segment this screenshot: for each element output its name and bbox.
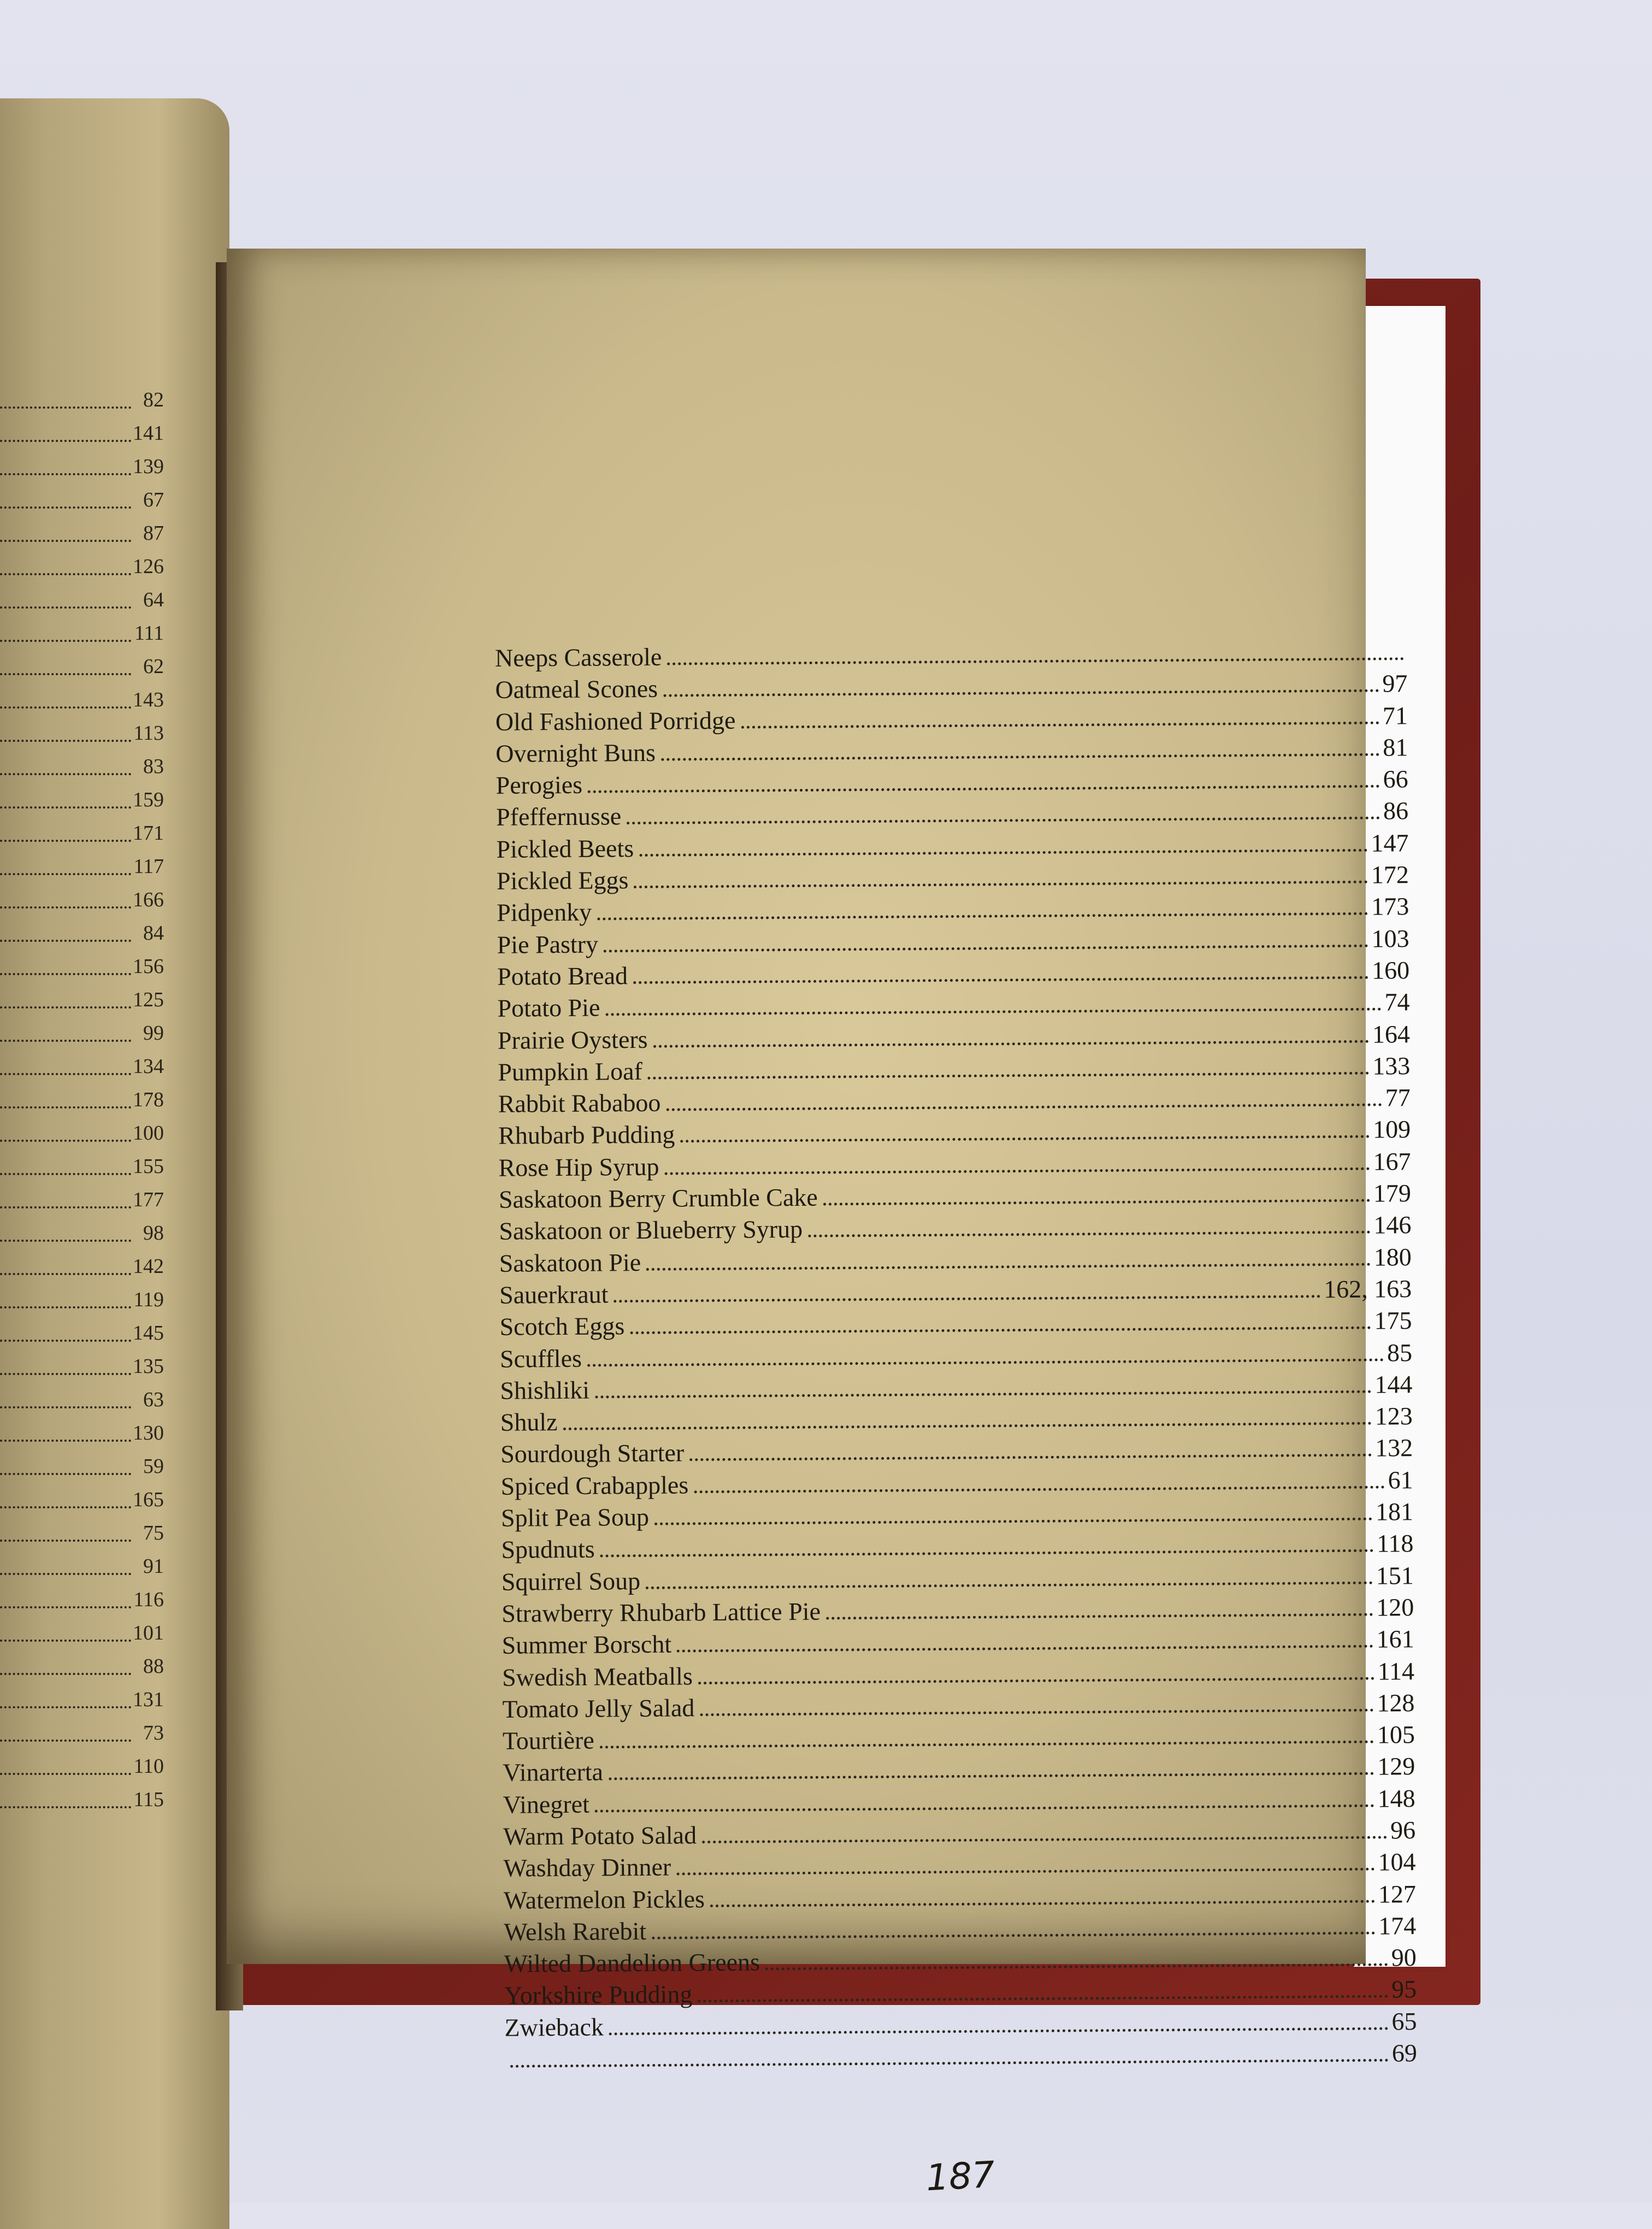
recipe-name: Split Pea Soup xyxy=(500,1502,650,1532)
dot-leader xyxy=(0,1773,131,1775)
dot-leader xyxy=(0,1506,131,1508)
recipe-name: Pie Pastry xyxy=(497,930,599,959)
page-reference: 161 xyxy=(1376,1625,1414,1653)
dot-leader xyxy=(0,573,131,575)
page-reference: 99 xyxy=(143,1022,164,1045)
recipe-name: Vinarterta xyxy=(503,1758,604,1787)
dot-leader xyxy=(605,1007,1381,1016)
page-reference: 146 xyxy=(1373,1211,1412,1240)
dot-leader xyxy=(0,1573,131,1575)
page-reference: 95 xyxy=(1391,1975,1417,2003)
page-reference: 66 xyxy=(1383,765,1408,793)
page-reference: 126 xyxy=(133,555,164,578)
page-reference: 120 xyxy=(1376,1593,1414,1621)
dot-leader xyxy=(600,1740,1374,1749)
dot-leader xyxy=(0,1040,131,1042)
dot-leader xyxy=(604,944,1368,952)
recipe-name: Vinegret xyxy=(503,1790,590,1819)
left-index-line xyxy=(0,1122,164,1145)
page-reference: 87 xyxy=(143,522,164,545)
recipe-name: Tomato Jelly Salad xyxy=(502,1694,695,1723)
dot-leader xyxy=(0,1440,131,1442)
page-reference: 173 xyxy=(1371,892,1409,921)
recipe-name: Swedish Meatballs xyxy=(502,1661,693,1691)
page-reference: 147 xyxy=(1371,828,1409,857)
page-reference: 131 xyxy=(133,1688,164,1711)
recipe-name: Potato Pie xyxy=(497,993,600,1023)
dot-leader xyxy=(676,1867,1374,1876)
left-index-line xyxy=(0,388,164,412)
dot-leader xyxy=(595,1390,1371,1399)
page-reference: 172 xyxy=(1371,860,1409,889)
page-reference: 141 xyxy=(133,422,164,445)
dot-leader xyxy=(665,1166,1370,1175)
dot-leader xyxy=(609,2026,1389,2035)
recipe-name: Pumpkin Loaf xyxy=(498,1057,643,1086)
dot-leader xyxy=(0,606,131,609)
dot-leader xyxy=(0,1606,131,1608)
dot-leader xyxy=(663,689,1379,697)
dot-leader xyxy=(0,906,131,909)
page-reference: 179 xyxy=(1373,1179,1412,1207)
left-index-line xyxy=(0,1621,164,1645)
dot-leader xyxy=(0,1106,131,1108)
page-reference: 162, 163 xyxy=(1323,1275,1412,1304)
page-reference: 159 xyxy=(133,788,164,811)
page-reference: 118 xyxy=(1376,1529,1414,1558)
dot-leader xyxy=(653,1039,1369,1047)
dot-leader xyxy=(694,1485,1384,1493)
recipe-name: Zwieback xyxy=(504,2013,604,2042)
dot-leader xyxy=(0,1340,131,1342)
recipe-name: Saskatoon Pie xyxy=(499,1248,641,1277)
dot-leader xyxy=(652,1931,1375,1939)
left-index-line xyxy=(0,1455,164,1478)
recipe-name: Summer Borscht xyxy=(502,1630,672,1660)
dot-leader xyxy=(0,540,131,542)
left-index-line xyxy=(0,455,164,479)
page-reference: 69 xyxy=(1391,2039,1418,2067)
page-reference: 160 xyxy=(1371,956,1410,984)
recipe-name: Rose Hip Syrup xyxy=(498,1152,659,1182)
dot-leader xyxy=(0,406,131,409)
dot-leader xyxy=(0,873,131,875)
left-index-line xyxy=(0,422,164,445)
left-page xyxy=(0,98,229,2229)
dot-leader xyxy=(765,1963,1388,1971)
page-reference: 109 xyxy=(1372,1115,1411,1144)
page-reference: 164 xyxy=(1372,1019,1411,1048)
dot-leader xyxy=(595,1803,1374,1812)
recipe-name: Sauerkraut xyxy=(499,1280,609,1309)
page-reference: 88 xyxy=(143,1655,164,1678)
recipe-name: Saskatoon or Blueberry Syrup xyxy=(499,1215,803,1246)
page-reference: 123 xyxy=(1374,1402,1413,1430)
left-index-line xyxy=(0,1022,164,1045)
page-reference: 101 xyxy=(133,1621,164,1644)
dot-leader xyxy=(0,1739,131,1742)
dot-leader xyxy=(0,1673,131,1675)
page-reference: 117 xyxy=(133,855,164,878)
dot-leader xyxy=(0,740,131,742)
recipe-name: Prairie Oysters xyxy=(497,1025,648,1054)
dot-leader xyxy=(648,1071,1370,1080)
left-index-line xyxy=(0,1322,164,1345)
left-index-line xyxy=(0,1155,164,1178)
left-index-line xyxy=(0,1088,164,1112)
left-index-line xyxy=(0,855,164,878)
page-reference: 113 xyxy=(133,722,164,745)
recipe-name: Saskatoon Berry Crumble Cake xyxy=(498,1183,818,1213)
recipe-name: Oatmeal Scones xyxy=(495,675,658,704)
page-reference: 115 xyxy=(133,1788,164,1811)
page-reference: 73 xyxy=(143,1721,164,1744)
recipe-name: Neeps Casserole xyxy=(494,642,662,672)
dot-leader xyxy=(689,1453,1372,1461)
page-reference: 91 xyxy=(143,1555,164,1578)
recipe-name: Tourtière xyxy=(502,1726,594,1755)
page-reference: 139 xyxy=(133,455,164,478)
page-reference: 104 xyxy=(1378,1848,1416,1876)
recipe-name: Yorkshire Pudding xyxy=(504,1980,693,2010)
page-reference: 67 xyxy=(143,488,164,511)
page-reference: 148 xyxy=(1377,1784,1415,1813)
recipe-name: Pickled Eggs xyxy=(496,866,629,895)
dot-leader xyxy=(0,1206,131,1208)
page-reference: 143 xyxy=(133,688,164,711)
page-reference: 84 xyxy=(143,922,164,945)
page-reference: 116 xyxy=(133,1588,164,1611)
page-reference: 177 xyxy=(133,1188,164,1211)
page-reference: 145 xyxy=(133,1322,164,1345)
dot-leader xyxy=(0,940,131,942)
page-reference: 134 xyxy=(133,1055,164,1078)
left-index-line xyxy=(0,755,164,779)
dot-leader xyxy=(510,2059,1389,2068)
left-index-line xyxy=(0,1488,164,1512)
recipe-name: Spiced Crabapples xyxy=(500,1471,689,1500)
dot-leader xyxy=(0,1473,131,1475)
dot-leader xyxy=(0,706,131,709)
page-reference: 167 xyxy=(1373,1147,1411,1176)
page-reference: 82 xyxy=(143,388,164,411)
page-reference: 114 xyxy=(1377,1656,1415,1685)
dot-leader xyxy=(609,1772,1374,1780)
recipe-name: Pidpenky xyxy=(497,898,592,927)
page-reference: 71 xyxy=(1382,701,1408,730)
dot-leader xyxy=(646,1581,1373,1589)
recipe-name: Old Fashioned Porridge xyxy=(495,706,736,736)
page-reference: 74 xyxy=(1384,988,1410,1016)
page-reference: 178 xyxy=(133,1088,164,1111)
dot-leader xyxy=(677,1644,1373,1653)
left-index-line xyxy=(0,922,164,945)
recipe-name: Welsh Rarebit xyxy=(504,1917,647,1946)
recipe-name: Spudnuts xyxy=(501,1535,595,1564)
left-index-line xyxy=(0,1422,164,1445)
left-index-line xyxy=(0,522,164,545)
dot-leader xyxy=(667,657,1404,665)
page-reference: 81 xyxy=(1383,733,1408,762)
left-index-line xyxy=(0,1055,164,1078)
dot-leader xyxy=(0,1006,131,1009)
recipe-name: Washday Dinner xyxy=(503,1853,671,1883)
page-reference: 65 xyxy=(1391,2007,1417,2036)
page-reference: 171 xyxy=(133,822,164,845)
dot-leader xyxy=(0,473,131,475)
left-index-line xyxy=(0,555,164,579)
dot-leader xyxy=(666,1103,1382,1111)
recipe-name: Perogies xyxy=(495,770,583,800)
dot-leader xyxy=(0,840,131,842)
dot-leader xyxy=(0,973,131,975)
page-reference: 98 xyxy=(143,1222,164,1245)
dot-leader xyxy=(600,1549,1373,1558)
page-reference: 128 xyxy=(1377,1688,1415,1717)
page-reference: 100 xyxy=(133,1122,164,1145)
left-index-line xyxy=(0,1222,164,1245)
dot-leader xyxy=(588,785,1380,793)
page-reference: 142 xyxy=(133,1255,164,1278)
dot-leader xyxy=(698,1995,1388,2003)
dot-leader xyxy=(0,773,131,775)
page-reference: 129 xyxy=(1377,1752,1415,1781)
recipe-name: Rhubarb Pudding xyxy=(498,1121,675,1150)
dot-leader xyxy=(826,1613,1373,1620)
dot-leader xyxy=(0,1240,131,1242)
dot-leader xyxy=(0,1140,131,1142)
left-index-line xyxy=(0,655,164,679)
left-index-line xyxy=(0,1755,164,1778)
dot-leader xyxy=(0,1640,131,1642)
page-reference: 119 xyxy=(133,1288,164,1311)
dot-leader xyxy=(681,1135,1370,1143)
page-reference: 155 xyxy=(133,1155,164,1178)
page-reference: 63 xyxy=(143,1388,164,1411)
dot-leader xyxy=(627,816,1380,825)
recipe-name: Squirrel Soup xyxy=(501,1566,641,1596)
page-reference: 110 xyxy=(133,1755,164,1778)
recipe-name: Potato Bread xyxy=(497,962,628,990)
dot-leader xyxy=(0,1306,131,1308)
dot-leader xyxy=(0,673,131,675)
left-index-line xyxy=(0,688,164,712)
page-reference: 83 xyxy=(143,755,164,778)
dot-leader xyxy=(0,440,131,442)
left-index-line xyxy=(0,488,164,512)
left-index-line xyxy=(0,888,164,912)
recipe-name: Pfeffernusse xyxy=(495,802,622,832)
left-index-line xyxy=(0,1288,164,1312)
dot-leader xyxy=(587,1358,1384,1366)
dot-leader xyxy=(0,640,131,642)
page-reference: 61 xyxy=(1388,1465,1413,1494)
page-reference: 132 xyxy=(1375,1434,1413,1463)
recipe-name: Shulz xyxy=(500,1408,558,1436)
left-index-line xyxy=(0,1522,164,1545)
recipe-name: Overnight Buns xyxy=(495,738,656,768)
page-reference: 151 xyxy=(1376,1561,1414,1590)
left-index-line xyxy=(0,1388,164,1412)
dot-leader xyxy=(0,1406,131,1408)
dot-leader xyxy=(654,1517,1372,1525)
dot-leader xyxy=(0,806,131,809)
page-reference: 86 xyxy=(1383,797,1409,825)
recipe-name: Pickled Beets xyxy=(496,834,634,863)
page-reference: 133 xyxy=(1372,1052,1411,1080)
left-index-line xyxy=(0,822,164,845)
dot-leader xyxy=(634,880,1368,888)
dot-leader xyxy=(808,1230,1370,1237)
recipe-name: Scuffles xyxy=(499,1344,582,1373)
left-index-line xyxy=(0,1655,164,1678)
dot-leader xyxy=(597,912,1368,921)
page-reference: 85 xyxy=(1386,1338,1413,1367)
left-index-line xyxy=(0,722,164,745)
page-reference: 90 xyxy=(1391,1943,1417,1972)
dot-leader xyxy=(700,1708,1374,1716)
dot-leader xyxy=(563,1422,1372,1430)
left-index-line xyxy=(0,788,164,812)
dot-leader xyxy=(0,1806,131,1808)
page-reference: 181 xyxy=(1375,1497,1414,1526)
dot-leader xyxy=(633,976,1368,984)
left-index-line xyxy=(0,622,164,645)
recipe-name: Sourdough Starter xyxy=(500,1438,685,1469)
page-reference: 96 xyxy=(1390,1816,1416,1844)
page-reference: 125 xyxy=(133,988,164,1011)
page-reference: 156 xyxy=(133,955,164,978)
page-reference: 166 xyxy=(133,888,164,911)
recipe-name: Strawberry Rhubarb Lattice Pie xyxy=(502,1597,821,1627)
right-page xyxy=(227,249,1418,2199)
recipe-name: Scotch Eggs xyxy=(499,1312,625,1341)
left-index-line xyxy=(0,1788,164,1812)
left-index-line xyxy=(0,1188,164,1212)
dot-leader xyxy=(614,1294,1321,1302)
page-reference: 62 xyxy=(143,655,164,678)
page-reference: 77 xyxy=(1385,1083,1411,1112)
index-entry xyxy=(505,2037,1417,2075)
dot-leader xyxy=(741,721,1379,728)
left-index-line xyxy=(0,988,164,1012)
dot-leader xyxy=(661,752,1379,760)
dot-leader xyxy=(0,1706,131,1708)
dot-leader xyxy=(710,1899,1375,1907)
dot-leader xyxy=(823,1199,1370,1206)
dot-leader xyxy=(0,1273,131,1275)
left-index-line xyxy=(0,1588,164,1612)
left-index-line xyxy=(0,1688,164,1712)
handwritten-page-number: 187 xyxy=(925,2153,996,2199)
page-reference: 103 xyxy=(1371,924,1409,953)
recipe-index xyxy=(495,636,1417,2075)
left-index-line xyxy=(0,588,164,612)
page-reference: 174 xyxy=(1378,1912,1417,1940)
page-reference: 75 xyxy=(143,1522,164,1544)
page-reference: 165 xyxy=(133,1488,164,1511)
dot-leader xyxy=(702,1835,1387,1843)
left-index-line xyxy=(0,1355,164,1378)
dot-leader xyxy=(630,1326,1371,1334)
dot-leader xyxy=(646,1262,1371,1270)
recipe-name: Rabbit Rababoo xyxy=(498,1088,661,1118)
recipe-name: Watermelon Pickles xyxy=(503,1884,705,1914)
dot-leader xyxy=(639,848,1367,856)
page-reference: 130 xyxy=(133,1422,164,1444)
page-reference: 105 xyxy=(1377,1720,1415,1749)
page-reference: 64 xyxy=(143,588,164,611)
dot-leader xyxy=(0,1073,131,1075)
dot-leader xyxy=(0,1173,131,1175)
page-reference: 175 xyxy=(1374,1306,1412,1335)
dot-leader xyxy=(0,1373,131,1375)
page-reference: 135 xyxy=(133,1355,164,1378)
page-reference: 97 xyxy=(1382,669,1408,698)
page-reference: 144 xyxy=(1374,1370,1413,1399)
dot-leader xyxy=(0,1540,131,1542)
recipe-name: Wilted Dandelion Greens xyxy=(504,1948,760,1978)
left-index-line xyxy=(0,955,164,978)
recipe-name: Shishliki xyxy=(500,1376,590,1405)
left-index-line xyxy=(0,1555,164,1578)
left-index-line xyxy=(0,1255,164,1278)
page-reference: 180 xyxy=(1373,1242,1412,1271)
left-index-line xyxy=(0,1721,164,1745)
page-reference: 59 xyxy=(143,1455,164,1478)
page-reference: 127 xyxy=(1378,1879,1417,1908)
recipe-name: Warm Potato Salad xyxy=(503,1821,697,1850)
page-reference: 111 xyxy=(134,622,164,645)
dot-leader xyxy=(698,1676,1374,1684)
dot-leader xyxy=(0,506,131,509)
